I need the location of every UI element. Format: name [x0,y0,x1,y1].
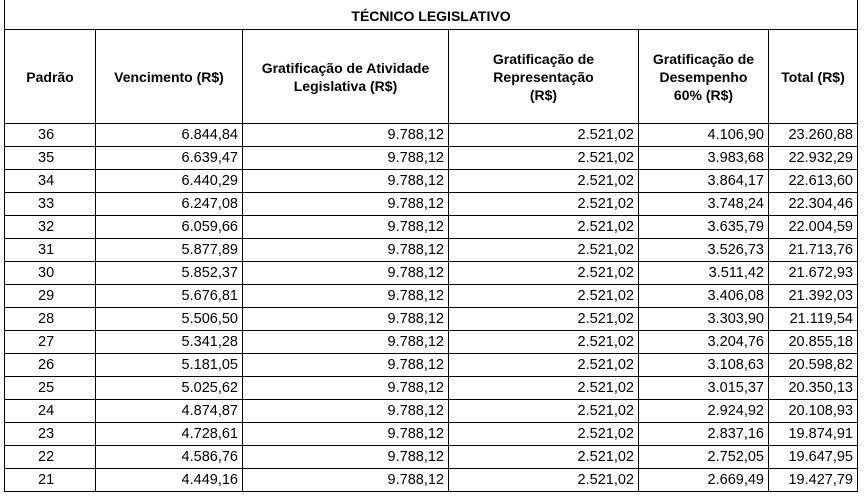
cell-gratificacao-desempenho: 2.669,49 [639,469,769,492]
cell-total: 22.932,29 [769,147,858,170]
cell-gratificacao-representacao: 2.521,02 [449,124,639,147]
table-row [5,239,858,262]
cell-total: 22.004,59 [769,216,858,239]
cell-vencimento: 6.844,84 [96,124,243,147]
cell-total: 21.119,54 [769,308,858,331]
cell-total: 21.713,76 [769,239,858,262]
header-total: Total (R$) [769,30,858,124]
header-padrao: Padrão [5,30,96,124]
cell-gratificacao-representacao: 2.521,02 [449,262,639,285]
table-title: TÉCNICO LEGISLATIVO [5,0,858,30]
cell-gratificacao-atividade: 9.788,12 [243,446,449,469]
cell-gratificacao-desempenho: 3.864,17 [639,170,769,193]
table-row [5,170,858,193]
cell-padrao: 30 [5,262,96,285]
cell-gratificacao-desempenho: 4.106,90 [639,124,769,147]
cell-gratificacao-desempenho: 3.983,68 [639,147,769,170]
cell-padrao: 32 [5,216,96,239]
cell-gratificacao-representacao: 2.521,02 [449,147,639,170]
cell-gratificacao-representacao: 2.521,02 [449,423,639,446]
cell-gratificacao-atividade: 9.788,12 [243,285,449,308]
cell-gratificacao-representacao: 2.521,02 [449,377,639,400]
cell-total: 20.855,18 [769,331,858,354]
cell-padrao: 25 [5,377,96,400]
cell-total: 21.392,03 [769,285,858,308]
cell-padrao: 26 [5,354,96,377]
cell-total: 19.647,95 [769,446,858,469]
table-row [5,400,858,423]
cell-gratificacao-atividade: 9.788,12 [243,400,449,423]
header-vencimento: Vencimento (R$) [96,30,243,124]
table-row [5,308,858,331]
cell-total: 22.304,46 [769,193,858,216]
cell-padrao: 34 [5,170,96,193]
cell-total: 19.874,91 [769,423,858,446]
cell-gratificacao-representacao: 2.521,02 [449,285,639,308]
cell-padrao: 21 [5,469,96,492]
cell-gratificacao-representacao: 2.521,02 [449,354,639,377]
cell-padrao: 22 [5,446,96,469]
cell-padrao: 31 [5,239,96,262]
cell-total: 20.350,13 [769,377,858,400]
header-gratificacao-representacao: Gratificação de Representação (R$) [449,30,639,124]
table-row [5,147,858,170]
cell-total: 20.598,82 [769,354,858,377]
cell-vencimento: 4.874,87 [96,400,243,423]
table-row [5,262,858,285]
cell-vencimento: 5.676,81 [96,285,243,308]
cell-gratificacao-desempenho: 3.511,42 [639,262,769,285]
cell-gratificacao-atividade: 9.788,12 [243,170,449,193]
cell-vencimento: 5.852,37 [96,262,243,285]
cell-gratificacao-representacao: 2.521,02 [449,308,639,331]
salary-table [4,0,858,492]
cell-gratificacao-representacao: 2.521,02 [449,331,639,354]
cell-total: 19.427,79 [769,469,858,492]
cell-vencimento: 6.247,08 [96,193,243,216]
cell-vencimento: 4.728,61 [96,423,243,446]
cell-gratificacao-atividade: 9.788,12 [243,147,449,170]
table-row [5,354,858,377]
cell-gratificacao-atividade: 9.788,12 [243,354,449,377]
table-row [5,124,858,147]
table-row [5,377,858,400]
cell-gratificacao-atividade: 9.788,12 [243,193,449,216]
cell-padrao: 23 [5,423,96,446]
cell-vencimento: 4.449,16 [96,469,243,492]
cell-vencimento: 6.059,66 [96,216,243,239]
table-row [5,193,858,216]
cell-padrao: 29 [5,285,96,308]
cell-gratificacao-desempenho: 3.303,90 [639,308,769,331]
cell-gratificacao-desempenho: 3.526,73 [639,239,769,262]
cell-gratificacao-desempenho: 2.924,92 [639,400,769,423]
cell-gratificacao-representacao: 2.521,02 [449,170,639,193]
cell-padrao: 27 [5,331,96,354]
cell-vencimento: 5.341,28 [96,331,243,354]
cell-gratificacao-representacao: 2.521,02 [449,193,639,216]
table-row [5,331,858,354]
header-gratificacao-desempenho: Gratificação de Desempenho 60% (R$) [639,30,769,124]
cell-vencimento: 5.181,05 [96,354,243,377]
cell-gratificacao-atividade: 9.788,12 [243,262,449,285]
cell-total: 20.108,93 [769,400,858,423]
table-row [5,285,858,308]
cell-gratificacao-representacao: 2.521,02 [449,400,639,423]
table-row [5,469,858,492]
cell-total: 22.613,60 [769,170,858,193]
cell-gratificacao-representacao: 2.521,02 [449,216,639,239]
table-row [5,423,858,446]
cell-gratificacao-desempenho: 2.837,16 [639,423,769,446]
cell-gratificacao-desempenho: 3.635,79 [639,216,769,239]
cell-gratificacao-desempenho: 3.748,24 [639,193,769,216]
cell-gratificacao-desempenho: 3.204,76 [639,331,769,354]
cell-vencimento: 6.639,47 [96,147,243,170]
cell-vencimento: 5.025,62 [96,377,243,400]
cell-padrao: 24 [5,400,96,423]
cell-padrao: 36 [5,124,96,147]
cell-padrao: 28 [5,308,96,331]
cell-gratificacao-atividade: 9.788,12 [243,124,449,147]
cell-gratificacao-atividade: 9.788,12 [243,216,449,239]
cell-gratificacao-atividade: 9.788,12 [243,377,449,400]
cell-vencimento: 6.440,29 [96,170,243,193]
cell-padrao: 35 [5,147,96,170]
cell-gratificacao-desempenho: 3.406,08 [639,285,769,308]
cell-gratificacao-representacao: 2.521,02 [449,469,639,492]
cell-gratificacao-desempenho: 3.108,63 [639,354,769,377]
cell-total: 23.260,88 [769,124,858,147]
header-gratificacao-atividade: Gratificação de Atividade Legislativa (R$) [243,30,449,124]
cell-gratificacao-atividade: 9.788,12 [243,423,449,446]
cell-total: 21.672,93 [769,262,858,285]
cell-padrao: 33 [5,193,96,216]
cell-gratificacao-atividade: 9.788,12 [243,469,449,492]
table-row [5,446,858,469]
cell-gratificacao-atividade: 9.788,12 [243,308,449,331]
cell-vencimento: 4.586,76 [96,446,243,469]
cell-vencimento: 5.877,89 [96,239,243,262]
cell-gratificacao-representacao: 2.521,02 [449,446,639,469]
cell-vencimento: 5.506,50 [96,308,243,331]
cell-gratificacao-atividade: 9.788,12 [243,239,449,262]
cell-gratificacao-atividade: 9.788,12 [243,331,449,354]
cell-gratificacao-desempenho: 3.015,37 [639,377,769,400]
cell-gratificacao-representacao: 2.521,02 [449,239,639,262]
cell-gratificacao-desempenho: 2.752,05 [639,446,769,469]
table-row [5,216,858,239]
